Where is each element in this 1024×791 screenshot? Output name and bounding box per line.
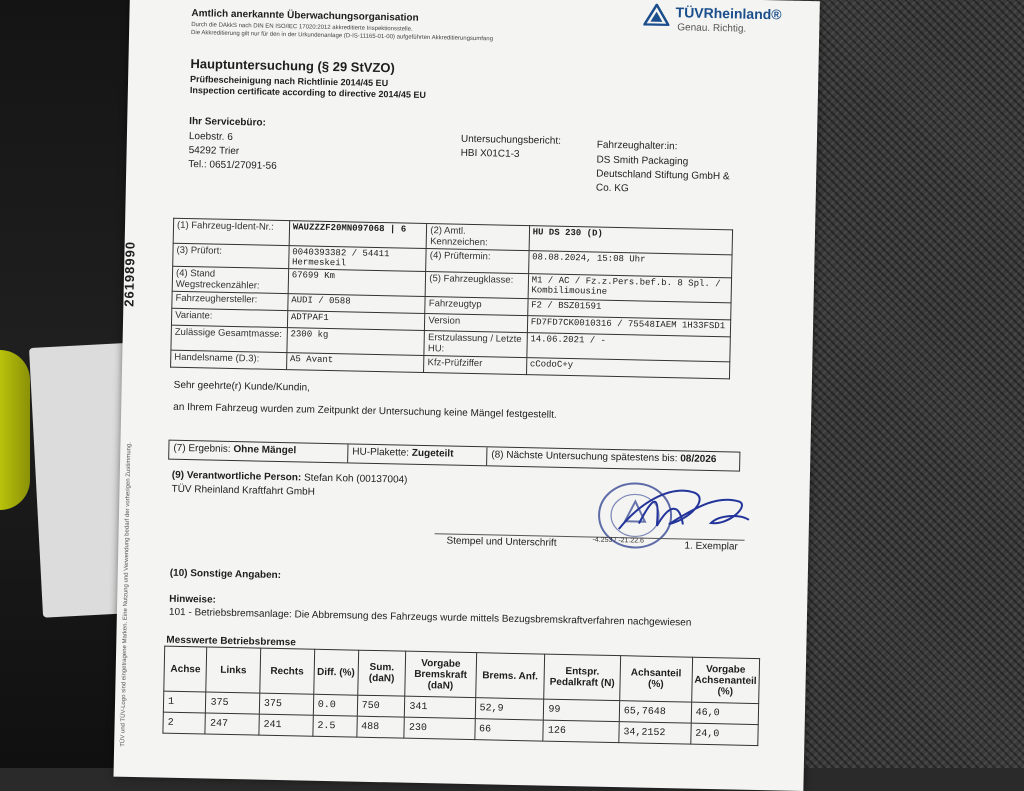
service-office-street: Loebstr. 6 <box>188 131 233 143</box>
vehicle-value: F2 / BSZ01591 <box>527 299 731 320</box>
vehicle-value: 67699 Km <box>288 269 426 297</box>
vehicle-label: (1) Fahrzeug-Ident-Nr.: <box>173 218 289 245</box>
brand-slogan: Genau. Richtig. <box>677 22 747 35</box>
stamp-code: -4.253 / -21.22.6 <box>592 536 644 545</box>
signature-caption: Stempel und Unterschrift <box>446 535 557 549</box>
column-header: Links <box>206 647 260 693</box>
plaque-value: Zugeteilt <box>411 447 454 460</box>
table-cell: 24,0 <box>691 723 759 745</box>
column-header: Entspr. Pedalkraft (N) <box>544 654 620 701</box>
copy-label: 1. Exemplar <box>684 540 738 553</box>
vehicle-value: FD7FD7CK0010316 / 75548IAEM 1H33FSD1 <box>527 316 731 337</box>
table-cell: 0.0 <box>313 694 357 716</box>
table-cell: 375 <box>259 693 313 715</box>
table-cell: 126 <box>543 720 619 743</box>
vehicle-value: 14.06.2021 / - <box>527 333 731 362</box>
vehicle-label: Zulässige Gesamtmasse: <box>171 325 287 352</box>
table-cell: 2.5 <box>313 715 357 737</box>
org-title: Amtlich anerkannte Überwachungsorganisation <box>191 8 419 24</box>
vehicle-label: Handelsname (D.3): <box>171 350 287 369</box>
column-header: Vorgabe Bremskraft (daN) <box>405 651 476 697</box>
notes-heading: Hinweise: <box>169 593 217 606</box>
owner-line2: Deutschland Stiftung GmbH & <box>596 168 730 183</box>
result-value: Ohne Mängel <box>233 444 297 457</box>
next-inspection-value: 08/2026 <box>680 453 717 466</box>
vehicle-value: ADTPAF1 <box>287 311 425 331</box>
vehicle-label: (4) Stand Wegstreckenzähler: <box>172 266 288 293</box>
vehicle-label: Fahrzeughersteller: <box>172 291 288 310</box>
vehicle-value: WAUZZZF20MN097068 | 6 <box>289 221 427 249</box>
measurements-heading: Messwerte Betriebsbremse <box>166 634 296 649</box>
service-office-heading: Ihr Servicebüro: <box>189 116 267 129</box>
responsible-name: Stefan Koh (00137004) <box>303 472 408 486</box>
vehicle-value: M1 / AC / Fz.z.Pers.bef.b. 8 Spl. / Kombilimousine <box>528 274 732 303</box>
plaque-label: HU-Plakette: <box>352 446 410 459</box>
vehicle-value: HU DS 230 (D) <box>529 226 733 255</box>
table-cell: 750 <box>357 695 405 717</box>
table-cell: 247 <box>205 713 259 735</box>
table-cell: 34,2152 <box>619 722 691 745</box>
responsible-org: TÜV Rheinland Kraftfahrt GmbH <box>171 483 315 498</box>
table-cell: 46,0 <box>691 702 759 724</box>
result-row <box>168 440 740 472</box>
table-cell: 375 <box>206 692 260 714</box>
owner-line3: Co. KG <box>595 182 629 195</box>
next-inspection-cell <box>487 447 739 470</box>
column-header: Achsanteil (%) <box>620 656 693 702</box>
vehicle-value: AUDI / 0588 <box>288 294 426 314</box>
subtitle-de: Prüfbescheinigung nach Richtlinie 2014/45 EU <box>190 74 389 89</box>
inspection-report-heading: Untersuchungsbericht: <box>460 133 562 147</box>
next-inspection-label: (8) Nächste Untersuchung spätestens bis: <box>491 449 678 465</box>
vehicle-value: 08.08.2024, 15:08 Uhr <box>528 251 732 278</box>
table-cell: 2 <box>163 712 206 734</box>
table-cell: 99 <box>544 699 620 722</box>
notes-text: 101 - Betriebsbremsanlage: Die Abbremsung des Fahrzeugs wurde mittels Bezugsbremskraftverfahren nachgewiesen <box>168 606 692 629</box>
vehicle-label: Kfz-Prüfziffer <box>424 355 527 374</box>
vehicle-label: (5) Fahrzeugklasse: <box>425 272 528 299</box>
vehicle-data-table <box>170 218 733 380</box>
vehicle-label: Fahrzeugtyp <box>425 297 528 316</box>
vehicle-label: Erstzulassung / Letzte HU: <box>424 331 527 358</box>
vehicle-label: (2) Amtl. Kennzeichen: <box>426 224 529 251</box>
vehicle-value: 2300 kg <box>287 328 425 356</box>
result-cell <box>169 441 348 463</box>
plaque-cell <box>348 444 487 465</box>
document-number: 26198990 <box>121 240 138 307</box>
table-cell: 66 <box>474 719 543 741</box>
brand-name: TÜVRheinland® <box>675 4 782 23</box>
table-cell: 488 <box>356 716 404 738</box>
service-office-phone: Tel.: 0651/27091-56 <box>188 159 277 172</box>
no-defects-statement: an Ihrem Fahrzeug wurden zum Zeitpunkt der Untersuchung keine Mängel festgestellt. <box>173 401 557 421</box>
vehicle-value: A5 Avant <box>286 353 424 373</box>
org-line1: Durch die DAkkS nach DIN EN ISO/IEC 17020:2012 akkreditierte Inspektionsstelle. <box>191 22 413 33</box>
vehicle-value: cCodoC+y <box>526 358 730 379</box>
column-header: Vorgabe Achsenanteil (%) <box>691 657 759 703</box>
result-label: (7) Ergebnis: <box>173 442 231 455</box>
vehicle-label: (3) Prüfort: <box>173 243 289 268</box>
other-info-heading: (10) Sonstige Angaben: <box>169 567 282 582</box>
table-cell: 52,9 <box>475 698 544 720</box>
background-fabric <box>790 0 1024 768</box>
trademark-note: TÜV und TÜV-Logo sind eingetragene Marken. Eine Nutzung und Verwendung bedarf der vorherigen Zustimmung. <box>120 442 133 747</box>
page-title: Hauptuntersuchung (§ 29 StVZO) <box>190 56 395 76</box>
inspection-certificate <box>113 0 819 791</box>
greeting: Sehr geehrte(r) Kunde/Kundin, <box>173 379 310 394</box>
subtitle-en: Inspection certificate according to directive 2014/45 EU <box>189 85 427 100</box>
tuv-triangle-icon <box>643 4 669 27</box>
table-cell: 65,7648 <box>619 701 691 724</box>
owner-heading: Fahrzeughalter:in: <box>596 139 678 153</box>
table-cell: 341 <box>405 696 476 718</box>
column-header: Brems. Anf. <box>475 653 545 699</box>
yellow-object <box>0 350 30 510</box>
column-header: Sum. (daN) <box>357 650 406 696</box>
column-header: Diff. (%) <box>314 649 359 695</box>
column-header: Achse <box>164 646 207 692</box>
vehicle-value: 0040393382 / 54411 Hermeskeil <box>288 246 426 272</box>
table-cell: 241 <box>259 714 313 736</box>
vehicle-label: (4) Prüftermin: <box>426 249 529 274</box>
table-cell: 1 <box>163 691 206 713</box>
inspection-report-value: HBI X01C1-3 <box>460 147 520 160</box>
brake-measurements-table <box>162 646 760 746</box>
responsible-label: (9) Verantwortliche Person: <box>171 469 302 484</box>
column-header: Rechts <box>260 648 315 694</box>
owner-line1: DS Smith Packaging <box>596 154 689 168</box>
responsible-person <box>172 470 408 486</box>
service-office-city: 54292 Trier <box>188 145 240 158</box>
org-line2: Die Akkreditierung gilt nur für den in der Urkundenanlage (D-IS-11165-01-00) aufgeführten Akkreditierungsumfang <box>191 30 494 43</box>
vehicle-label: Variante: <box>171 308 287 327</box>
table-cell: 230 <box>404 717 475 739</box>
vehicle-label: Version <box>425 314 528 333</box>
